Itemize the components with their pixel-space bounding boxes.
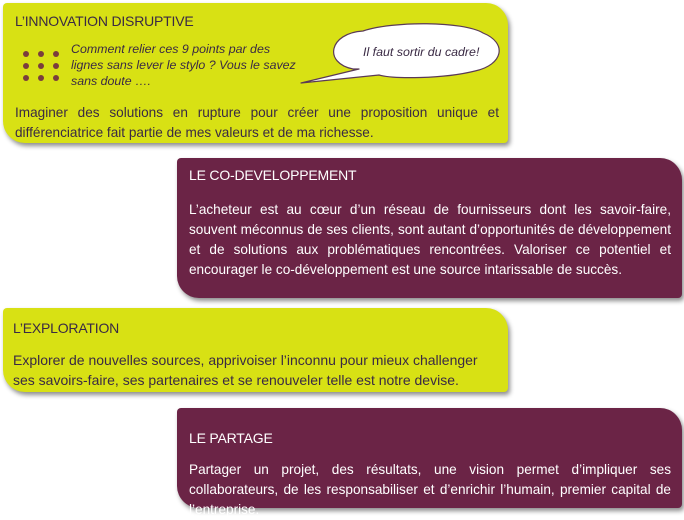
exploration-card	[3, 308, 508, 392]
co-developpement-body: L’acheteur est au cœur d’un réseau de fournisseurs dont les savoir-faire, souvent méconnus de ses clients, sont autant d’opportunités de développement et de solutions aux problématiques rencontrées. Valoriser ce potentiel et encourager le co-développement est une source intarissable de succès.	[189, 202, 671, 277]
nine-dots-icon	[23, 51, 63, 87]
partage-title: LE PARTAGE	[189, 430, 273, 446]
partage-card	[177, 408, 682, 517]
speech-bubble	[293, 23, 513, 109]
exploration-title: L’EXPLORATION	[13, 320, 120, 336]
partage-body: Partager un projet, des résultats, une vision permet d’impliquer ses collaborateurs, de les responsabiliser et d’enrichir l’humain, premier capital de l’entreprise.	[189, 462, 671, 517]
bubble-text: Il faut sortir du cadre!	[363, 45, 480, 59]
innovation-body: Imaginer des solutions en rupture pour créer une proposition unique et différenciatrice fait partie de mes valeurs et de ma richesse.	[15, 105, 499, 140]
exploration-body: Explorer de nouvelles sources, apprivoiser l’inconnu pour mieux challenger ses savoirs-faire, ses partenaires et se renouveler telle est notre devise.	[13, 352, 478, 388]
co-developpement-card	[177, 158, 682, 298]
innovation-card	[3, 3, 508, 143]
innovation-title: L’INNOVATION DISRUPTIVE	[15, 13, 194, 29]
puzzle-text: Comment relier ces 9 points par des lignes sans lever le stylo ? Vous le savez sans doute ….	[71, 42, 296, 88]
co-developpement-title: LE CO-DEVELOPPEMENT	[189, 167, 357, 183]
